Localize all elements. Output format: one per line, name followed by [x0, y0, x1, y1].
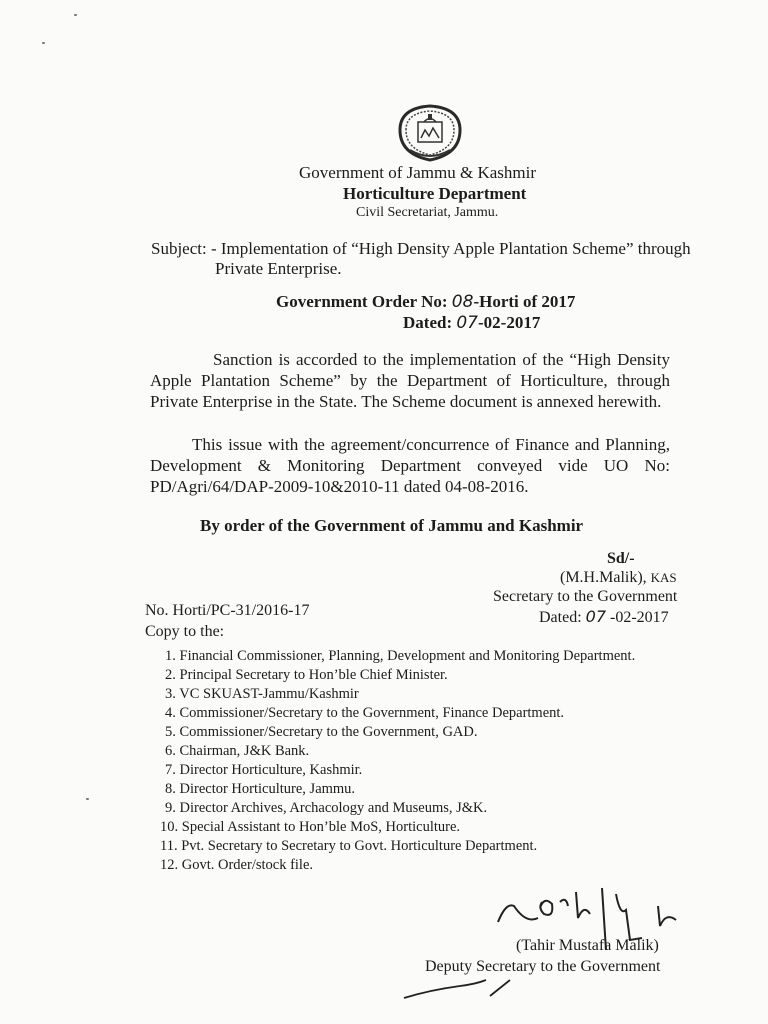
- list-item: 5. Commissioner/Secretary to the Government, GAD.: [165, 724, 478, 740]
- order-date: Dated: 07-02-2017: [403, 313, 541, 333]
- scan-speck: [42, 42, 45, 44]
- subject-label: Subject: -: [151, 239, 221, 258]
- signatory-designation: Secretary to the Government: [493, 588, 678, 605]
- list-item: 11. Pvt. Secretary to Secretary to Govt. Horticulture Department.: [160, 838, 538, 854]
- subject-line-1: [151, 239, 691, 259]
- by-order-line: By order of the Government of Jammu and Kashmir: [200, 516, 584, 535]
- scan-speck: [86, 798, 89, 800]
- list-item: 1. Financial Commissioner, Planning, Development and Monitoring Department.: [165, 648, 636, 664]
- government-title: Government of Jammu & Kashmir: [299, 163, 537, 182]
- department-title: Horticulture Department: [343, 184, 527, 203]
- signatory-name: (M.H.Malik), KAS: [560, 569, 677, 586]
- handwritten-day: 07: [585, 607, 607, 626]
- concurrence-paragraph: This issue with the agreement/concurrence of Finance and Planning, Development & Monitoring Department conveyed vide UO No: PD/Agri/64/DAP-2009-10&2010-11 dated 04-08-2016.: [150, 435, 670, 496]
- deputy-name: (Tahir Mustafa Malik): [516, 937, 659, 954]
- handwritten-day: 07: [456, 313, 478, 333]
- list-item: 8. Director Horticulture, Jammu.: [165, 781, 356, 797]
- government-order-number: Government Order No: 08-Horti of 2017: [276, 292, 576, 312]
- list-item: 10. Special Assistant to Hon’ble MoS, Horticulture.: [160, 819, 461, 835]
- list-item: 7. Director Horticulture, Kashmir.: [165, 762, 363, 778]
- list-item: 3. VC SKUAST-Jammu/Kashmir: [165, 686, 359, 702]
- list-item: 12. Govt. Order/stock file.: [160, 857, 314, 873]
- sd-mark: Sd/-: [607, 550, 635, 567]
- copy-to-heading: Copy to the:: [145, 623, 225, 640]
- list-item: 2. Principal Secretary to Hon’ble Chief Minister.: [165, 667, 448, 683]
- sanction-paragraph: Sanction is accorded to the implementation of the “High Density Apple Plantation Scheme” by the Department of Horticulture, through Private Enterprise in the State. The Scheme document is annexed herewith.: [150, 350, 670, 411]
- office-location: Civil Secretariat, Jammu.: [356, 205, 499, 220]
- handwritten-order-number: 08: [451, 292, 474, 312]
- state-emblem: [394, 100, 466, 164]
- signature-date: Dated: 07 -02-2017: [539, 607, 669, 626]
- scan-speck: [74, 14, 77, 16]
- reference-number: No. Horti/PC-31/2016-17: [145, 602, 310, 619]
- deputy-designation: Deputy Secretary to the Government: [425, 958, 661, 975]
- subject-text: Implementation of “High Density Apple Plantation Scheme” through: [220, 239, 691, 258]
- list-item: 4. Commissioner/Secretary to the Government, Finance Department.: [165, 705, 565, 721]
- list-item: 6. Chairman, J&K Bank.: [165, 743, 310, 759]
- subject-line-2: Private Enterprise.: [215, 259, 342, 278]
- list-item: 9. Director Archives, Archacology and Museums, J&K.: [165, 800, 488, 816]
